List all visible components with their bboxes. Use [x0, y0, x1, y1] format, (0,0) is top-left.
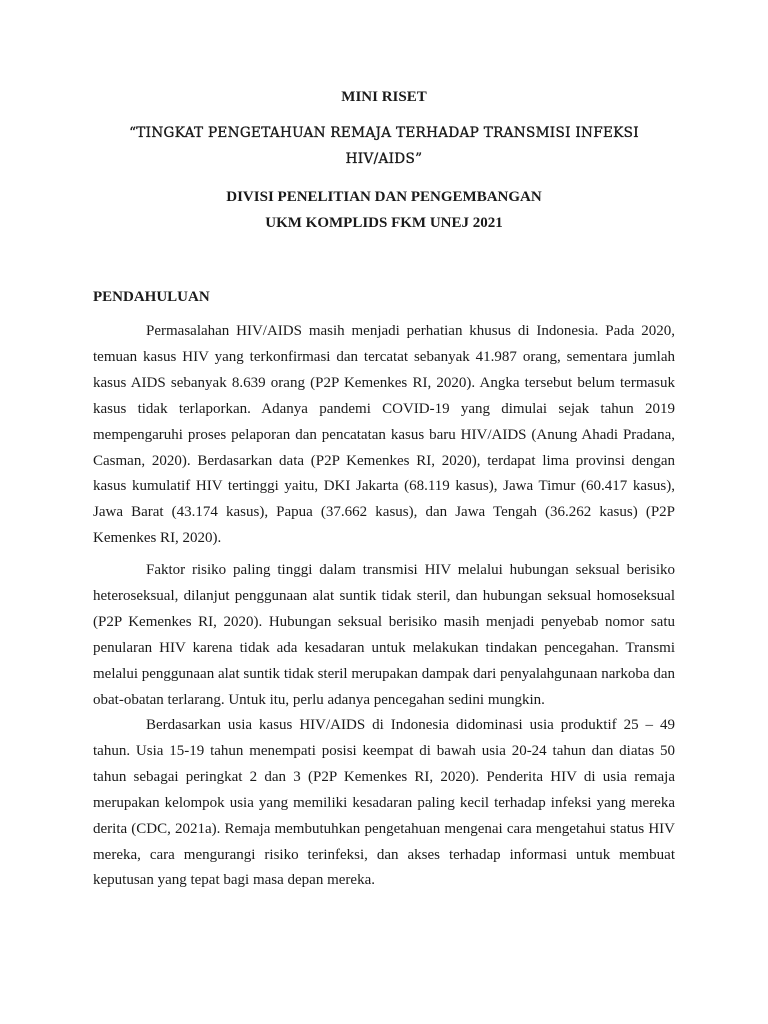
organization-name: UKM KOMPLIDS FKM UNEJ 2021: [265, 215, 503, 231]
paragraph-2: Faktor risiko paling tinggi dalam transmisi HIV melalui hubungan seksual berisiko heteroseksual, dilanjut penggunaan alat suntik tidak steril, dan hubungan seksual homoseksual (P2P Kemenkes RI, 2020). Hubungan seksual berisiko masih menjadi penyebab nomor satu penularan HIV karena tidak ada kesadaran untuk melakukan tindakan pencegahan. Transmi melalui penggunaan alat suntik tidak steril merupakan dampak dari penyalahgunaan narkoba dan obat-obatan terlarang. Untuk itu, perlu adanya pencegahan sedini mungkin.: [93, 562, 675, 708]
division-name: DIVISI PENELITIAN DAN PENGEMBANGAN: [226, 189, 542, 205]
paragraph-3: Berdasarkan usia kasus HIV/AIDS di Indonesia didominasi usia produktif 25 – 49 tahun. Usia 15-19 tahun menempati posisi keempat di bawah usia 20-24 tahun dan diatas 50 tahun sebagai peringkat 2 dan 3 (P2P Kemenkes RI, 2020). Penderita HIV di usia remaja merupakan kelompok usia yang memiliki kesadaran paling kecil terhadap infeksi yang mereka derita (CDC, 2021a). Remaja membutuhkan pengetahuan mengenai cara mengetahui status HIV mereka, cara mengurangi risiko terinfeksi, dan akses terhadap informasi untuk membuat keputusan yang tepat bagi masa depan mereka.: [93, 717, 675, 889]
section-heading: PENDAHULUAN: [93, 289, 210, 305]
document-title-line-1: “TINGKAT PENGETAHUAN REMAJA TERHADAP TRANSMISI INFEKSI: [129, 125, 639, 141]
document-label: MINI RISET: [341, 89, 427, 105]
document-title-line-2: HIV/AIDS”: [345, 151, 423, 167]
paragraph-1: Permasalahan HIV/AIDS masih menjadi perhatian khusus di Indonesia. Pada 2020, temuan kasus HIV yang terkonfirmasi dan tercatat sebanyak 41.987 orang, sementara jumlah kasus AIDS sebanyak 8.639 orang (P2P Kemenkes RI, 2020). Angka tersebut belum termasuk kasus tidak terlaporkan. Adanya pandemi COVID-19 yang dimulai sejak tahun 2019 mempengaruhi proses pelaporan dan pencatatan kasus baru HIV/AIDS (Anung Ahadi Pradana, Casman, 2020). Berdasarkan data (P2P Kemenkes RI, 2020), terdapat lima provinsi dengan kasus kumulatif HIV tertinggi yaitu, DKI Jakarta (68.119 kasus), Jawa Timur (60.417 kasus), Jawa Barat (43.174 kasus), Papua (37.662 kasus), dan Jawa Tengah (36.262 kasus) (P2P Kemenkes RI, 2020).: [93, 323, 675, 547]
